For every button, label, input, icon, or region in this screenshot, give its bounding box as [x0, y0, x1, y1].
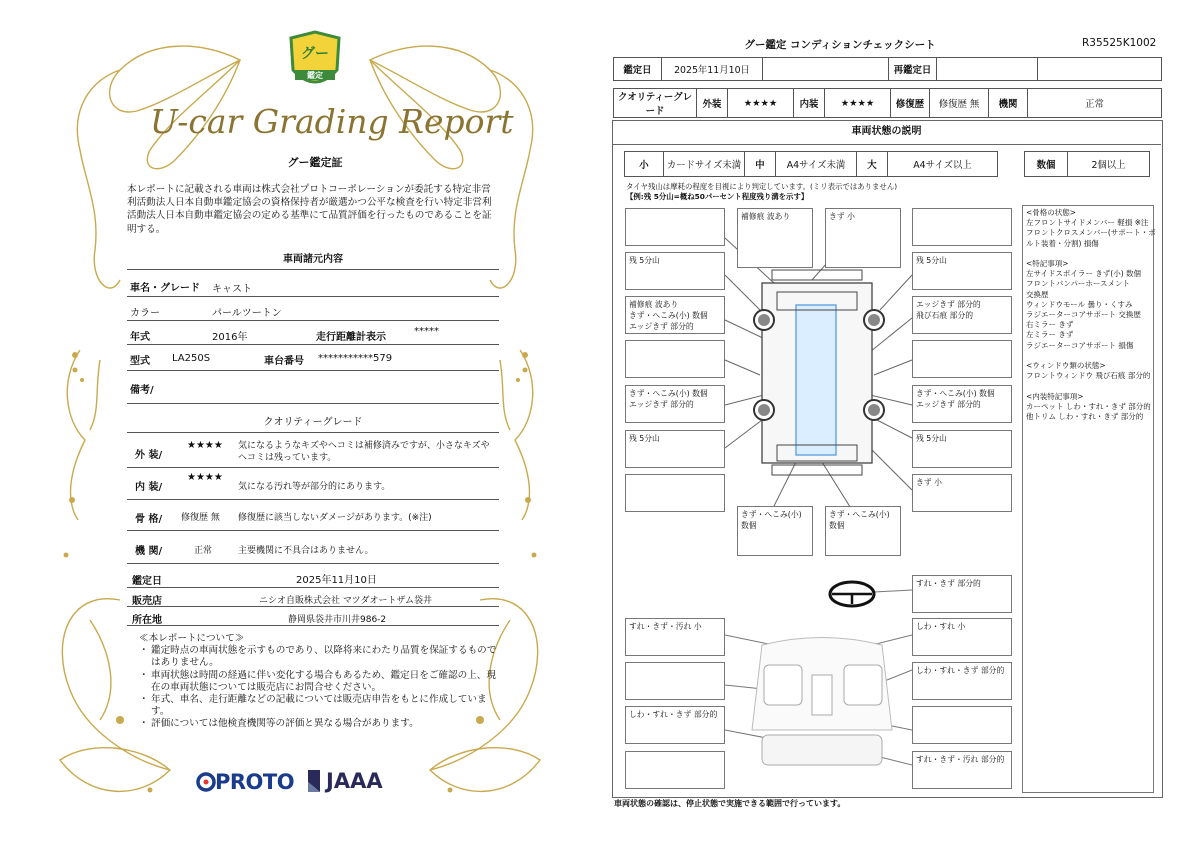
dealer-label: 販売店: [132, 596, 162, 607]
condition-line: <内装特記事項>: [1026, 391, 1084, 401]
legend-large: 大: [857, 152, 888, 177]
divider: [127, 269, 499, 270]
condition-line: 左フロントサイドメンバー 軽損 ※注: [1026, 218, 1149, 228]
condition-line: ルト装着・分割) 損傷: [1026, 238, 1099, 248]
notes-title: ≪本レポートについて≫: [139, 633, 245, 644]
condition-line: 右ミラー きず: [1026, 320, 1074, 330]
engine-label: 機 関/: [135, 546, 163, 557]
document-id: R35525K1002: [1082, 37, 1157, 49]
damage-box: [625, 340, 725, 378]
interior-label: 内 装/: [135, 482, 163, 493]
year-value: 2016年: [212, 332, 248, 343]
jaaa-logo-icon: [304, 768, 324, 794]
year-label: 年式: [130, 332, 150, 343]
interior-box-left-3: しわ・すれ・きず 部分的: [625, 706, 725, 744]
interior-box: [625, 751, 725, 789]
grade-table: [613, 88, 1162, 118]
interior-box-right-1: しわ・すれ 小: [912, 618, 1012, 656]
name-value: キャスト: [212, 284, 252, 295]
count-legend: [1024, 151, 1150, 177]
damage-box-left-rear: きず・へこみ(小) 数個 エッジきず 部分的: [625, 385, 725, 423]
damage-box: [625, 208, 725, 246]
damage-box-right-lower: きず 小: [912, 474, 1012, 512]
exterior-text: 気になるようなキズやヘコミは補修済みですが、小さなキズやヘコミは残っています。: [238, 441, 490, 463]
damage-box-top-left: 補修痕 波あり: [737, 208, 813, 268]
emblem-text-top: グー: [301, 45, 329, 61]
condition-line: フロントバンパーホースメント: [1026, 279, 1130, 289]
appraisal-date-label: 鑑定日: [614, 58, 662, 81]
divider: [127, 296, 499, 297]
section-title: 車両状態の説明: [612, 120, 1161, 145]
damage-box: [625, 474, 725, 512]
engine-label: 機関: [989, 89, 1028, 118]
interior-box-steering: すれ・きず 部分的: [912, 575, 1012, 613]
engine-value: 正常: [1028, 89, 1162, 118]
jaaa-logo: JAAA: [326, 769, 383, 793]
interior-box-right-4: すれ・きず・汚れ 部分的: [912, 751, 1012, 789]
chassis-label: 車台番号: [264, 356, 304, 367]
interior-text: 気になる汚れ等が部分的にあります。: [238, 482, 391, 492]
note-item: ・ 年式、車名、走行距離などの記載については販売店申告をもとに作成しています。: [139, 694, 499, 718]
model-label: 型式: [130, 356, 150, 367]
divider: [127, 587, 499, 588]
condition-line: フロントクロスメンバー(サポート・ボ: [1026, 228, 1156, 238]
legend-count-desc: 2個以上: [1068, 152, 1150, 177]
condition-line: [1026, 381, 1154, 391]
interior-box: [625, 662, 725, 700]
damage-box-bottom-right: きず・へこみ(小) 数個: [825, 506, 901, 556]
empty-cell: [1038, 58, 1162, 81]
condition-line: 左ミラー きず: [1026, 330, 1074, 340]
condition-line: [1026, 249, 1154, 259]
divider: [127, 606, 499, 607]
damage-box-left-front: 補修痕 波あり きず・へこみ(小) 数個 エッジきず 部分的: [625, 296, 725, 334]
divider: [127, 530, 499, 531]
spec-heading: 車両諸元内容: [283, 254, 343, 265]
divider: [127, 563, 499, 564]
report-notes: [139, 633, 499, 731]
damage-box-top-right: きず 小: [825, 208, 901, 268]
divider: [127, 467, 499, 468]
date-table: [613, 57, 1162, 81]
proto-logo: PROTO: [215, 770, 295, 794]
remarks-label: 備考/: [130, 385, 154, 396]
legend-count: 数個: [1025, 152, 1068, 177]
tire-example: 【例:残 5分山=概ね50パーセント程度残り溝を示す】: [626, 192, 809, 201]
condition-line: 交換歴: [1026, 289, 1049, 299]
damage-box-right-front: エッジきず 部分的 飛び石痕 部分的: [912, 296, 1012, 334]
reappraisal-label: 再鑑定日: [889, 58, 937, 81]
interior-box: [912, 706, 1012, 744]
color-value: パールツートン: [212, 308, 282, 319]
condition-line: <ウィンドウ類の状態>: [1026, 361, 1106, 371]
interior-stars: ★★★★: [187, 472, 223, 483]
damage-box-bottom-left: きず・へこみ(小) 数個: [737, 506, 813, 556]
condition-line: <骨格の状態>: [1026, 208, 1077, 217]
appraisal-date: 2025年11月10日: [296, 575, 377, 586]
grade-label: クオリティーグレード: [614, 89, 697, 118]
exterior-stars: ★★★★: [187, 440, 223, 451]
appraisal-date-label: 鑑定日: [132, 576, 162, 587]
condition-line: <特記事項>: [1026, 259, 1069, 269]
address: 静岡県袋井市川井986-2: [288, 615, 387, 625]
tire-box-fl: 残 5分山: [625, 252, 725, 290]
divider: [127, 432, 499, 433]
mileage-label: 走行距離計表示: [316, 332, 386, 343]
emblem-text-bottom: 鑑定: [307, 71, 323, 80]
interior-box-right-2: しわ・すれ・きず 部分的: [912, 662, 1012, 700]
dealer: ニシオ自販株式会社 マツダオートザム袋井: [259, 596, 433, 606]
condition-line: ウィンドウモール 曇り・くすみ: [1026, 299, 1133, 309]
damage-box: [912, 340, 1012, 378]
legend-large-desc: A4サイズ以上: [888, 152, 998, 177]
note-item: ・ 車両状態は時間の経過に伴い変化する場合もあるため、鑑定日をご確認の上、現在の車両状態については販売店にお問合せください。: [139, 670, 499, 694]
name-label: 車名・グレード: [130, 283, 200, 294]
divider: [127, 344, 499, 345]
certificate-title: グー鑑定証: [287, 156, 343, 169]
legend-medium: 中: [745, 152, 776, 177]
model-value: LA250S: [172, 353, 211, 364]
chassis-value: ***********579: [318, 353, 393, 364]
tire-note: タイヤ残山は摩耗の程度を目視により判定しています。(ミリ表示ではありません): [626, 182, 898, 191]
condition-line: ラジエーターコアサポート 損傷: [1026, 340, 1134, 350]
appraisal-date-value: 2025年11月10日: [662, 58, 763, 81]
color-label: カラー: [130, 308, 160, 319]
address-label: 所在地: [132, 615, 162, 626]
certificate-text: 本レポートに記載される車両は株式会社プロトコーポレーションが委託する特定非営利活動法人日本自動車鑑定協会の資格保持者が厳選かつ公平な検査を行い特定非営利活動法人日本自動車鑑定協会の定める基準にて品質評価を行ったものであることを証明する。: [127, 184, 492, 235]
note-item: ・ 鑑定時点の車両状態を示すものであり、以降将来にわたり品質を保証するものではありません。: [139, 645, 499, 669]
divider: [127, 403, 499, 404]
goo-emblem: [287, 30, 343, 96]
damage-box-right-rear: きず・へこみ(小) 数個 エッジきず 部分的: [912, 385, 1012, 423]
condition-line: 左サイドスポイラー きず(小) 数個: [1026, 269, 1142, 279]
tire-box-rl: 残 5分山: [625, 430, 725, 468]
interior-box-left-1: すれ・きず・汚れ 小: [625, 618, 725, 656]
conditions-list: [1026, 208, 1154, 422]
engine-value: 正常: [194, 546, 213, 556]
sheet-title: グー鑑定 コンディションチェックシート: [744, 39, 936, 51]
legend-small-desc: カードサイズ未満: [664, 152, 745, 177]
tire-box-fr: 残 5分山: [912, 252, 1012, 290]
frame-value: 修復歴 無: [181, 513, 220, 523]
legend-small: 小: [625, 152, 664, 177]
condition-line: ラジエーターコアサポート 交換歴: [1026, 310, 1141, 320]
condition-line: [1026, 351, 1154, 361]
legend-medium-desc: A4サイズ未満: [776, 152, 857, 177]
quality-heading: クオリティーグレード: [263, 417, 363, 428]
empty-cell: [937, 58, 1038, 81]
damage-box: [912, 208, 1012, 246]
repair-label: 修復歴: [891, 89, 930, 118]
exterior-label: 外 装/: [135, 450, 163, 461]
divider: [127, 320, 499, 321]
car-glass: [796, 305, 836, 455]
condition-line: 他トリム しわ・すれ・きず 部分的: [1026, 412, 1144, 422]
exterior-stars: ★★★★: [728, 89, 794, 118]
size-legend: [624, 151, 998, 177]
divider: [127, 625, 499, 626]
repair-value: 修復歴 無: [930, 89, 989, 118]
condition-line: フロントウィンドウ 飛び石痕 部分的: [1026, 371, 1151, 381]
script-title: U-car Grading Report: [150, 102, 514, 141]
empty-cell: [763, 58, 889, 81]
footer-note: 車両状態の確認は、停止状態で実施できる範囲で行っています。: [614, 799, 846, 808]
engine-text: 主要機関に不具合はありません。: [238, 546, 374, 556]
interior-label: 内装: [794, 89, 825, 118]
note-item: ・ 評価については他検査機関等の評価と異なる場合があります。: [139, 718, 499, 730]
frame-text: 修復歴に該当しないダメージがあります。(※注): [238, 513, 432, 523]
interior-stars: ★★★★: [825, 89, 891, 118]
proto-logo-icon: [196, 770, 216, 794]
frame-label: 骨 格/: [135, 514, 163, 525]
mileage-value: *****: [414, 326, 439, 337]
condition-line: カーペット しわ・すれ・きず 部分的: [1026, 401, 1151, 411]
tire-box-rr: 残 5分山: [912, 430, 1012, 468]
divider: [127, 370, 499, 371]
exterior-label: 外装: [697, 89, 728, 118]
divider: [127, 499, 499, 500]
